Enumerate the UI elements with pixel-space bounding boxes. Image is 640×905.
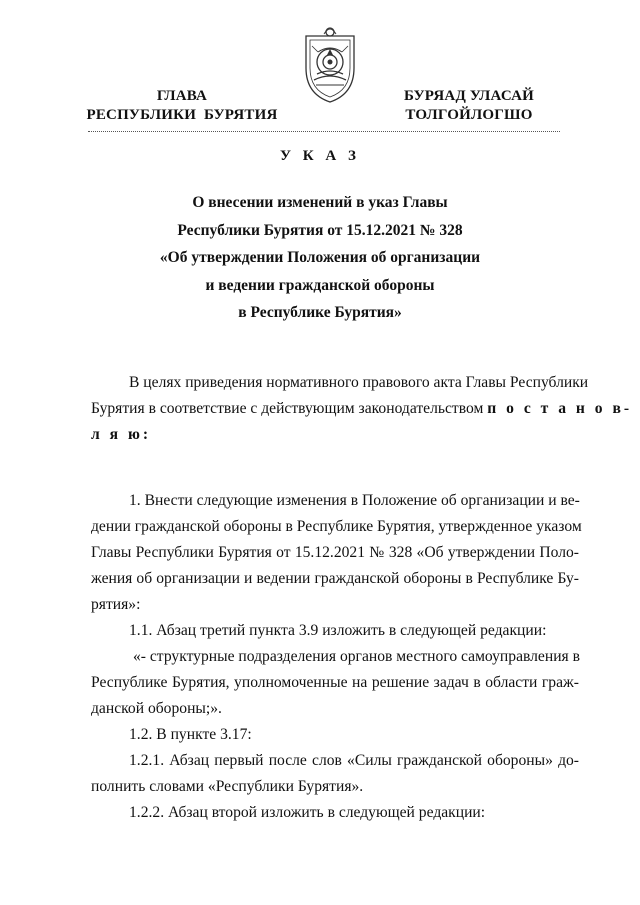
- preamble-line: [91, 396, 633, 422]
- title-line: в Республике Бурятия»: [238, 304, 402, 321]
- preamble-text: Бурятия в соответствие с действующим законодательством: [91, 400, 484, 417]
- item-1-2-2: 1.2.2. Абзац второй изложить в следующей редакции:: [129, 804, 486, 821]
- issuer-bua-line1: БУРЯАД УЛАСАЙ: [403, 88, 535, 104]
- header-divider: [88, 131, 560, 132]
- issuer-ru: [78, 87, 286, 125]
- quote-line: данской обороны;».: [91, 700, 222, 717]
- document-body: [91, 370, 633, 826]
- item-1-2-1-line: полнить словами «Республики Бурятия».: [91, 778, 364, 795]
- title-line: «Об утверждении Положения об организации: [159, 249, 481, 266]
- decree-word: п о с т а н о в-: [487, 400, 633, 417]
- preamble-line: В целях приведения нормативного правового акта Главы Республики: [129, 374, 589, 391]
- issuer-bua-line2: ТОЛГОЙЛОГШО: [405, 107, 533, 123]
- coat-of-arms-icon: [298, 22, 362, 106]
- quote-line: Республике Бурятия, уполномоченные на решение задач в области граж-: [91, 674, 579, 691]
- issuer-ru-line2: РЕСПУБЛИКИ БУРЯТИЯ: [86, 107, 278, 123]
- item-1-2-1-line: 1.2.1. Абзац первый после слов «Силы гражданской обороны» до-: [129, 752, 579, 769]
- item-1-line: дении гражданской обороны в Республике Бурятия, утвержденное указом: [91, 518, 582, 535]
- item-1-line: жения об организации и ведении гражданской обороны в Республике Бу-: [91, 570, 579, 587]
- document-type: У К А З: [280, 148, 360, 164]
- item-1-line: Главы Республики Бурятия от 15.12.2021 № 328 «Об утверждении Поло-: [91, 544, 579, 561]
- issuer-ru-line1: ГЛАВА: [156, 88, 208, 104]
- title-line: О внесении изменений в указ Главы: [192, 194, 448, 211]
- quote-line: «- структурные подразделения органов местного самоуправления в: [133, 648, 580, 665]
- item-1-1: 1.1. Абзац третий пункта 3.9 изложить в следующей редакции:: [129, 622, 547, 639]
- document-title: [80, 189, 560, 327]
- item-1-2: 1.2. В пункте 3.17:: [129, 726, 252, 743]
- decree-word-end: л я ю:: [91, 426, 152, 443]
- issuer-bua: [378, 87, 560, 125]
- item-1-line: рятия»:: [91, 596, 141, 613]
- title-line: Республики Бурятия от 15.12.2021 № 328: [177, 221, 463, 239]
- item-1-line: 1. Внести следующие изменения в Положение об организации и ве-: [129, 492, 580, 509]
- title-line: и ведении гражданской обороны: [205, 276, 435, 294]
